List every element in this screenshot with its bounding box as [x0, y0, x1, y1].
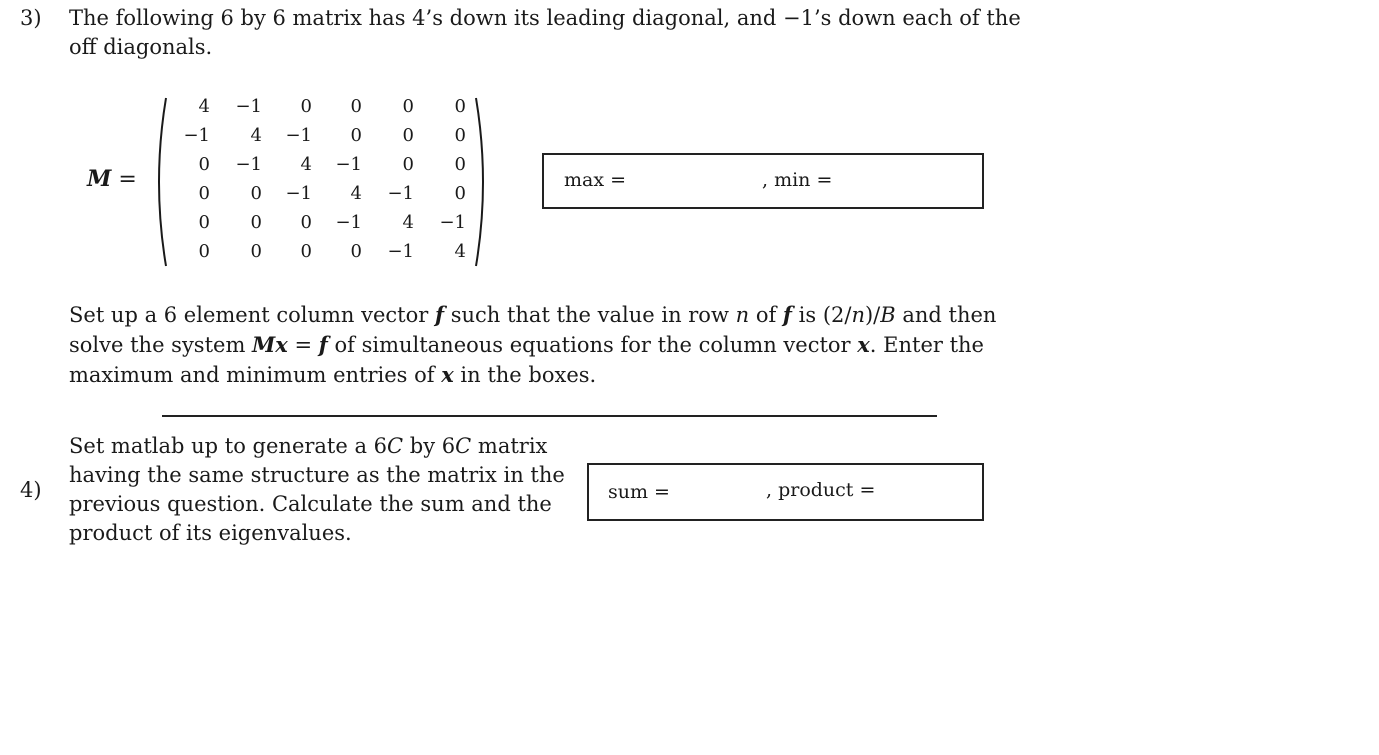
matrix-cell: −1: [183, 125, 210, 146]
min-input[interactable]: [852, 167, 976, 197]
matrix-cell: 0: [198, 241, 210, 262]
matrix-cell: 0: [300, 241, 312, 262]
intro-line-1: The following 6 by 6 matrix has 4’s down its leading diagonal, and −1’s down each of the: [69, 6, 1021, 30]
matrix-cell: 0: [250, 183, 262, 204]
matrix-cell: 0: [300, 96, 312, 117]
matrix-cell: 4: [300, 154, 312, 175]
matrix-cell: 0: [402, 154, 414, 175]
matrix-cell: 4: [454, 241, 466, 262]
matrix-cell: 0: [198, 183, 210, 204]
matrix-cell: −1: [335, 154, 362, 175]
max-label: max =: [564, 169, 627, 191]
matrix-cell: 0: [198, 154, 210, 175]
matrix-cell: 0: [300, 212, 312, 233]
matrix-cell: 0: [250, 212, 262, 233]
matrix-equals: =: [118, 167, 137, 192]
matrix-cell: 4: [402, 212, 414, 233]
matrix-cell: −1: [235, 96, 262, 117]
q4-answer-box: [587, 463, 984, 521]
matrix-cell: −1: [235, 154, 262, 175]
question-3-intro: [69, 4, 1021, 62]
matrix-cell: 0: [454, 183, 466, 204]
q3-answer-box: [542, 153, 984, 209]
matrix-cell: 0: [250, 241, 262, 262]
matrix-cell: 0: [350, 125, 362, 146]
sum-input[interactable]: [679, 479, 763, 509]
matrix-cell: −1: [335, 212, 362, 233]
instr-line-1: Set up a 6 element column vector f such that the value in row n of f is (2/n)/B and then: [69, 302, 997, 327]
instr-line-2: solve the system Mx = f of simultaneous equations for the column vector x. Enter the: [69, 332, 984, 357]
question-4-text: [69, 432, 565, 548]
intro-line-2: off diagonals.: [69, 35, 213, 59]
min-label: , min =: [762, 169, 833, 191]
matrix-label: [87, 166, 137, 192]
matrix-cell: −1: [285, 183, 312, 204]
matrix-cell: 4: [350, 183, 362, 204]
matrix-cell: −1: [387, 183, 414, 204]
question-3-instructions: [69, 300, 997, 390]
question-3-number: 3): [20, 6, 42, 30]
matrix-cell: −1: [387, 241, 414, 262]
q4-line-3: previous question. Calculate the sum and the: [69, 492, 552, 516]
product-input[interactable]: [889, 479, 978, 509]
matrix-cell: 0: [402, 125, 414, 146]
q4-line-4: product of its eigenvalues.: [69, 521, 352, 545]
matrix-cell: 0: [350, 241, 362, 262]
matrix-cell: 0: [198, 212, 210, 233]
matrix-symbol: M: [87, 166, 112, 192]
matrix-cell: −1: [285, 125, 312, 146]
matrix-cell: 4: [250, 125, 262, 146]
matrix-cell: 4: [198, 96, 210, 117]
instr-line-3: maximum and minimum entries of x in the boxes.: [69, 362, 597, 387]
matrix-cell: 0: [454, 154, 466, 175]
matrix-cell: 0: [350, 96, 362, 117]
product-label: , product =: [766, 479, 876, 501]
matrix-cell: 0: [402, 96, 414, 117]
matrix-cell: −1: [439, 212, 466, 233]
matrix-cell: 0: [454, 125, 466, 146]
sum-label: sum =: [608, 481, 670, 503]
q4-line-1: Set matlab up to generate a 6C by 6C matrix: [69, 434, 548, 458]
question-4-number: 4): [20, 478, 42, 502]
max-input[interactable]: [636, 167, 760, 197]
matrix-cell: 0: [454, 96, 466, 117]
section-divider: [162, 415, 937, 417]
matrix-right-paren: [472, 96, 492, 268]
q4-line-2: having the same structure as the matrix in the: [69, 463, 565, 487]
